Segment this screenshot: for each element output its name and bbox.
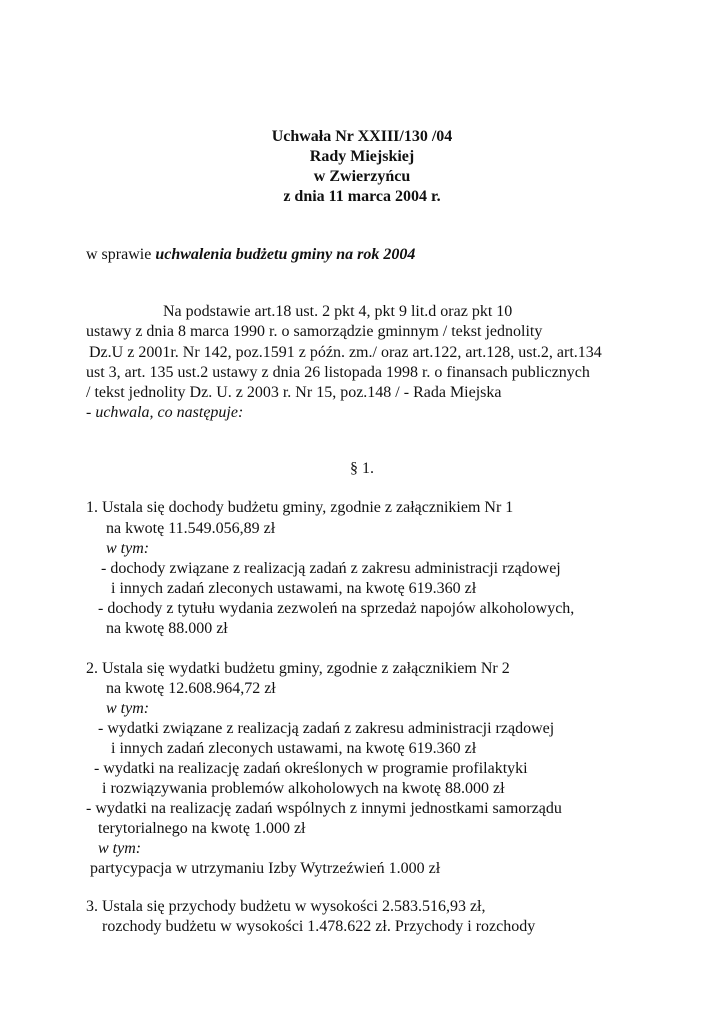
preamble-line: / tekst jednolity Dz. U. z 2003 r. Nr 15, poz.148 / - Rada Miejska — [86, 384, 502, 401]
item1-line: na kwotę 11.549.056,89 zł — [106, 520, 276, 537]
item2-line: - wydatki związane z realizacją zadań z zakresu administracji rządowej — [98, 720, 555, 737]
item2-line: i rozwiązywania problemów alkoholowych na kwotę 88.000 zł — [102, 780, 505, 797]
item1-line: na kwotę 88.000 zł — [106, 620, 228, 637]
item2-line: partycypacja w utrzymaniu Izby Wytrzeźwień 1.000 zł — [90, 860, 441, 877]
preamble-line: Dz.U z 2001r. Nr 142, poz.1591 z późn. zm./ oraz art.122, art.128, ust.2, art.134 — [89, 344, 602, 361]
item2-line: w tym: — [106, 700, 150, 717]
item1-line: w tym: — [106, 540, 150, 557]
item2-line: i innych zadań zleconych ustawami, na kwotę 619.360 zł — [111, 740, 477, 757]
item1-line: i innych zadań zleconych ustawami, na kwotę 619.360 zł — [111, 580, 477, 597]
item2-line: na kwotę 12.608.964,72 zł — [106, 680, 276, 697]
resolution-date: z dnia 11 marca 2004 r. — [283, 188, 441, 205]
item2-line: w tym: — [98, 840, 142, 857]
subject-emphasis: uchwalenia budżetu gminy na rok 2004 — [155, 246, 416, 263]
section-mark: § 1. — [350, 460, 374, 477]
item1-line: 1. Ustala się dochody budżetu gminy, zgodnie z załącznikiem Nr 1 — [86, 499, 514, 516]
council-location: w Zwierzyńcu — [313, 168, 411, 185]
resolution-subject — [86, 245, 415, 265]
item2-line: 2. Ustala się wydatki budżetu gminy, zgodnie z załącznikiem Nr 2 — [86, 660, 510, 677]
council-name: Rady Miejskiej — [309, 148, 415, 165]
item2-line: - wydatki na realizację zadań wspólnych z innymi jednostkami samorządu — [86, 800, 562, 817]
preamble-line: ustawy z dnia 8 marca 1990 r. o samorządzie gminnym / tekst jednolity — [86, 323, 543, 340]
item1-line: - dochody związane z realizacją zadań z zakresu administracji rządowej — [101, 560, 561, 577]
item3-line: rozchody budżetu w wysokości 1.478.622 zł. Przychody i rozchody — [102, 918, 536, 935]
resolution-number: Uchwała Nr XXIII/130 /04 — [271, 128, 453, 145]
item3-line: 3. Ustala się przychody budżetu w wysokości 2.583.516,93 zł, — [86, 898, 486, 915]
preamble-enactment: - uchwala, co następuje: — [86, 404, 244, 421]
preamble-line: Na podstawie art.18 ust. 2 pkt 4, pkt 9 lit.d oraz pkt 10 — [163, 303, 513, 320]
item2-line: - wydatki na realizację zadań określonych w programie profilaktyki — [94, 760, 528, 777]
item2-line: terytorialnego na kwotę 1.000 zł — [98, 820, 306, 837]
preamble-line: ust 3, art. 135 ust.2 ustawy z dnia 26 listopada 1998 r. o finansach publicznych — [86, 364, 590, 381]
subject-prefix: w sprawie — [86, 246, 156, 263]
item1-line: - dochody z tytułu wydania zezwoleń na sprzedaż napojów alkoholowych, — [98, 600, 575, 617]
